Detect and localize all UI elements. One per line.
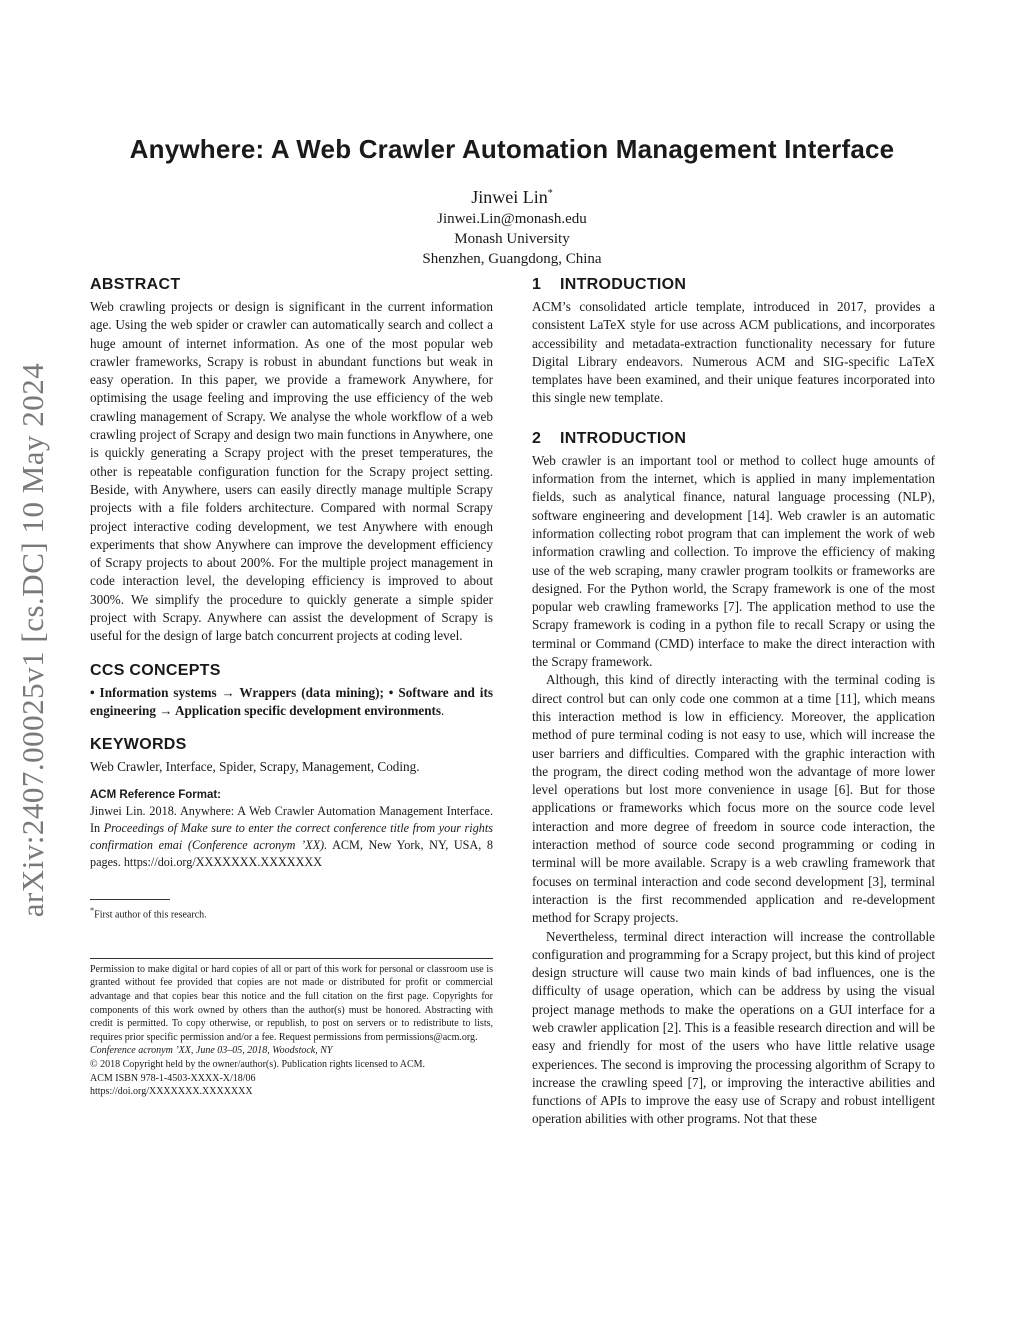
copyright-line: © 2018 Copyright held by the owner/author(s). Publication rights licensed to ACM.: [90, 1059, 426, 1071]
acm-reference-heading: ACM Reference Format:: [90, 788, 221, 801]
section-1: [532, 276, 935, 408]
abstract-text: Web crawling projects or design is significant in the current information age. Using the web spider or crawler can automatically search and collect a huge amount of internet information. As one of the most popular web crawler frameworks, Scrapy is robust in abundant functions but weak in easy operation. In this paper, we provide a framework Anywhere, for optimising the usage feeling and improving the use efficiency of the web crawling management of Scrapy. We analyse the whole workflow of a web crawling project of Scrapy and design two main functions in Anywhere, one is quickly generating a Scrapy project with the preset temperatures, the other is repeatable configuration function for the Scrapy project setting. Beside, with Anywhere, users can easily directly manage multiple Scrapy projects with a file folders architecture. Compared with normal Scrapy project interactive coding development, we test Anywhere with enough experiments that show Anywhere can improve the development efficiency of Scrapy projects to about 200%. For the multiple project management in code interaction level, the developing efficiency is improved to about 300%. We simplify the procedure to quickly generate a simple spider project with Scrapy. Anywhere can assist the development of Scrapy is useful for the design of large batch concurrent projects at coding level.: [90, 299, 493, 644]
footnote-rule: [90, 899, 170, 900]
section-1-heading: 1 INTRODUCTION: [532, 276, 687, 293]
author-institution: Monash University: [454, 231, 570, 247]
keywords-heading: KEYWORDS: [90, 736, 187, 754]
arxiv-stamp-text: arXiv:2407.00025v1 [cs.DC] 10 May 2024: [15, 362, 50, 918]
author-location: Shenzhen, Guangdong, China: [422, 251, 602, 267]
footnote: *First author of this research.: [90, 905, 207, 920]
isbn-line: ACM ISBN 978-1-4503-XXXX-X/18/06: [90, 1072, 256, 1084]
permission-text: Permission to make digital or hard copies of all or part of this work for personal or classroom use is granted without fee provided that copies are not made or distributed for profit or commercial advantage and that copies bear this notice and the full citation on the first page. Copyrights for components of this work owned by others than the author(s) must be honored. Abstracting with credit is permitted. To copy otherwise, or republish, to post on servers or to redistribute to lists, requires prior specific permission and/or a fee. Request permissions from permissions@acm.org.: [90, 963, 493, 1043]
ccs-section: [90, 662, 493, 721]
abstract-heading: ABSTRACT: [90, 276, 181, 293]
section-2: [532, 430, 935, 1129]
section-2-paragraph-3: Nevertheless, terminal direct interaction will increase the controllable configuration and programming for a Scrapy project, but this kind of project design structure will cause two main kinds of bad influences, one is the difficulty of usage operation, which can be address by using the visual project manage methods to make the operations on a GUI interface for a web crawler application [2]. This is a feasible research direction and will be easy and friendly for most of the users who have little relative usage experiences. The second is improving the processing algorithm of Scrapy to increase the crawling speed [7], or improving the interactive abilities and functions of APIs to improve the easy use of Scrapy and robust intelligent operation abilities with other programs. Not that these: [532, 928, 935, 1127]
ccs-heading: CCS CONCEPTS: [90, 661, 221, 679]
keywords-section: [90, 736, 493, 776]
acm-reference-text: Jinwei Lin. 2018. Anywhere: A Web Crawler Automation Management Interface. In Proceedings of Make sure to enter the correct conference title from your rights confirmation emai (Conference acronym ’XX). ACM, New York, NY, USA, 8 pages. https://doi.org/XXXXXXX.XXXXXXX: [90, 803, 494, 869]
author-block: [300, 182, 724, 269]
author-name: Jinwei Lin*: [471, 187, 553, 207]
author-email: Jinwei.Lin@monash.edu: [437, 211, 587, 227]
keywords-text: Web Crawler, Interface, Spider, Scrapy, Management, Coding.: [90, 759, 420, 775]
arxiv-stamp: [8, 340, 58, 940]
author-footnote-mark: *: [547, 188, 553, 199]
doi-line: https://doi.org/XXXXXXX.XXXXXXX: [90, 1086, 253, 1098]
paper-title: Anywhere: A Web Crawler Automation Management Interface: [129, 134, 895, 164]
section-2-paragraph-2: Although, this kind of directly interacting with the terminal coding is direct control but can only code one common at a time [11], which means this interaction method is low in efficiency. Moreover, the application method of pure terminal coding is not easy to use, which will increase the user barriers and difficulties. Compared with the graphic interaction with the program, the direct coding method won the advantage of more lower level operations but lost more convenience in usage [6]. But for those applications or frameworks which focus more on the source code level interaction and more degree of freedom in source code interaction, the interaction method of source code second programming or coding in terminal will be more available. Scrapy is a web crawling framework that focuses on terminal interaction and code second development [3], terminal interaction is the first recommended application and re-development method for Scrapy projects.: [532, 672, 935, 926]
right-column: [532, 276, 935, 1129]
latex-logo: LaTeX: [589, 317, 626, 333]
section-2-paragraph-1: Web crawler is an important tool or method to collect huge amounts of information from the internet, which is applied in many implementation fields, such as analytical finance, natural language processing (NLP), software engineering and development [14]. Web crawler is an automatic information collecting robot program that can implement the work of web information crawling and collection. To improve the efficiency of making use of the web scraping, many crawler program toolkits or frameworks are designed. For the Python world, the Scrapy framework is one of the most popular web crawling frameworks [7]. The application method to use the Scrapy framework is coding in a python file to recall Scrapy or using the terminal or Command (CMD) interface to make the direct interaction with the Scrapy framework.: [532, 452, 935, 670]
section-1-text: ACM’s consolidated article template, introduced in 2017, provides a consistent LaTeX style for use across ACM publications, and incorporates accessibility and metadata-extraction functionality necessary for future Digital Library endeavors. Numerous ACM and SIG-specific LaTeX templates have been examined, and their unique features incorporated into this single new template.: [532, 299, 935, 406]
section-2-heading: 2 INTRODUCTION: [532, 429, 687, 447]
left-column: [90, 276, 493, 1099]
permission-rule: [90, 958, 493, 959]
abstract-section: [90, 276, 493, 646]
conference-line: Conference acronym ’XX, June 03–05, 2018, Woodstock, NY: [90, 1045, 333, 1057]
acm-reference: [90, 789, 493, 871]
permission-block: [90, 963, 493, 1099]
ccs-text: • Information systems → Wrappers (data mining); • Software and its engineering → Application specific development environments.: [90, 684, 493, 718]
latex-logo: LaTeX: [898, 353, 935, 369]
